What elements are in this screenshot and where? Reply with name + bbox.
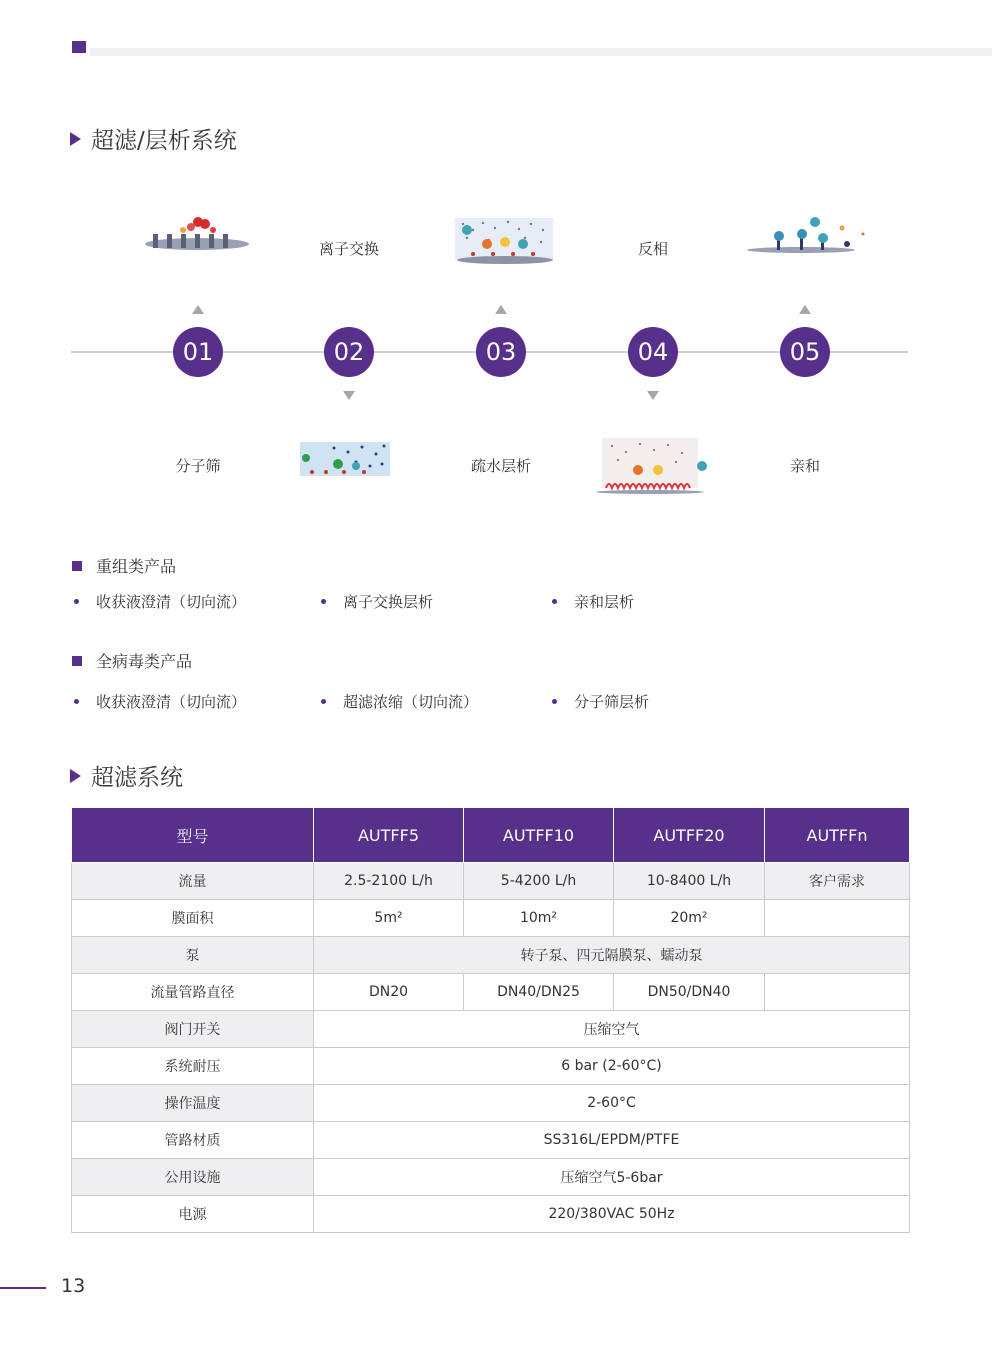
table-cell-merged: 6 bar (2-60°C) [314, 1048, 910, 1085]
row-label: 流量管路直径 [72, 974, 314, 1011]
table-row [72, 1159, 910, 1196]
step-02-circle: 02 [324, 327, 374, 377]
arrow-down-icon [647, 391, 659, 400]
table-cell-merged: 220/380VAC 50Hz [314, 1196, 910, 1233]
step-02-label: 离子交换 [318, 240, 379, 258]
group-virus-heading [72, 649, 192, 672]
arrow-up-icon [799, 305, 811, 314]
table-cell: 10-8400 L/h [614, 863, 765, 900]
spec-table [71, 807, 910, 1233]
row-label: 泵 [72, 937, 314, 974]
dot-bullet-icon [321, 599, 326, 604]
list-item-text: 离子交换层析 [343, 593, 434, 611]
row-label: 流量 [72, 863, 314, 900]
list-item-text: 超滤浓缩（切向流） [343, 693, 479, 711]
section-title-chromatography [70, 122, 237, 155]
row-label: 管路材质 [72, 1122, 314, 1159]
table-cell-merged: 压缩空气5-6bar [314, 1159, 910, 1196]
triangle-icon [70, 769, 81, 783]
dot-bullet-icon [321, 699, 326, 704]
page-number: 13 [61, 1275, 86, 1297]
arrow-down-icon [343, 391, 355, 400]
table-cell: 客户需求 [765, 863, 910, 900]
header-bar [90, 48, 992, 56]
table-cell: DN50/DN40 [614, 974, 765, 1011]
list-item-text: 收获液澄清（切向流） [96, 593, 247, 611]
dot-bullet-icon [552, 599, 557, 604]
table-header: AUTFFn [765, 808, 910, 863]
row-label: 公用设施 [72, 1159, 314, 1196]
step-03-circle: 03 [476, 327, 526, 377]
dot-bullet-icon [74, 699, 79, 704]
list-item [552, 691, 649, 712]
footer-line [0, 1287, 46, 1289]
table-row [72, 863, 910, 900]
step-04-label: 反相 [637, 240, 668, 258]
table-row [72, 937, 910, 974]
table-cell-merged: 转子泵、四元隔膜泵、蠕动泵 [314, 937, 910, 974]
table-header: AUTFF20 [614, 808, 765, 863]
group-title: 重组类产品 [96, 557, 177, 576]
step-03-label: 疏水层析 [470, 457, 531, 475]
table-cell: 20m² [614, 900, 765, 937]
table-cell [765, 974, 910, 1011]
table-row [72, 900, 910, 937]
table-header: AUTFF10 [464, 808, 614, 863]
row-label: 电源 [72, 1196, 314, 1233]
step-01-label: 分子筛 [175, 457, 221, 475]
list-item-text: 亲和层析 [574, 593, 635, 611]
ion-exchange-illustration [453, 216, 557, 266]
section-title-text: 超滤系统 [91, 765, 183, 791]
table-cell: 2.5-2100 L/h [314, 863, 464, 900]
table-cell: DN40/DN25 [464, 974, 614, 1011]
square-bullet-icon [72, 656, 82, 666]
step-04-circle: 04 [628, 327, 678, 377]
list-item-text: 分子筛层析 [574, 693, 650, 711]
section-title-text: 超滤/层析系统 [91, 128, 237, 154]
step-05-circle: 05 [780, 327, 830, 377]
arrow-up-icon [495, 305, 507, 314]
header-square [72, 41, 86, 53]
row-label: 膜面积 [72, 900, 314, 937]
table-header: 型号 [72, 808, 314, 863]
table-row [72, 974, 910, 1011]
hydrophobic-illustration [298, 440, 392, 480]
table-cell: 5m² [314, 900, 464, 937]
size-exclusion-illustration [143, 214, 251, 254]
group-title: 全病毒类产品 [96, 652, 193, 671]
table-cell: 5-4200 L/h [464, 863, 614, 900]
group-recombinant-heading [72, 554, 176, 577]
list-item [552, 591, 634, 612]
table-header: AUTFF5 [314, 808, 464, 863]
step-01-circle: 01 [173, 327, 223, 377]
table-cell: DN20 [314, 974, 464, 1011]
square-bullet-icon [72, 561, 82, 571]
list-item [321, 691, 478, 712]
dot-bullet-icon [552, 699, 557, 704]
row-label: 系统耐压 [72, 1048, 314, 1085]
table-row [72, 1085, 910, 1122]
row-label: 操作温度 [72, 1085, 314, 1122]
list-item-text: 收获液澄清（切向流） [96, 693, 247, 711]
triangle-icon [70, 132, 81, 146]
reverse-phase-illustration [745, 214, 869, 256]
affinity-illustration [592, 436, 708, 496]
dot-bullet-icon [74, 599, 79, 604]
table-header-row [72, 808, 910, 863]
table-row [72, 1011, 910, 1048]
row-label: 阀门开关 [72, 1011, 314, 1048]
step-05-label: 亲和 [789, 457, 820, 475]
table-cell [765, 900, 910, 937]
table-cell-merged: 2-60°C [314, 1085, 910, 1122]
table-row [72, 1196, 910, 1233]
table-row [72, 1122, 910, 1159]
table-cell-merged: 压缩空气 [314, 1011, 910, 1048]
list-item [74, 691, 246, 712]
section-title-ultrafiltration [70, 759, 183, 792]
table-cell-merged: SS316L/EPDM/PTFE [314, 1122, 910, 1159]
list-item [74, 591, 246, 612]
table-row [72, 1048, 910, 1085]
list-item [321, 591, 433, 612]
arrow-up-icon [192, 305, 204, 314]
table-cell: 10m² [464, 900, 614, 937]
